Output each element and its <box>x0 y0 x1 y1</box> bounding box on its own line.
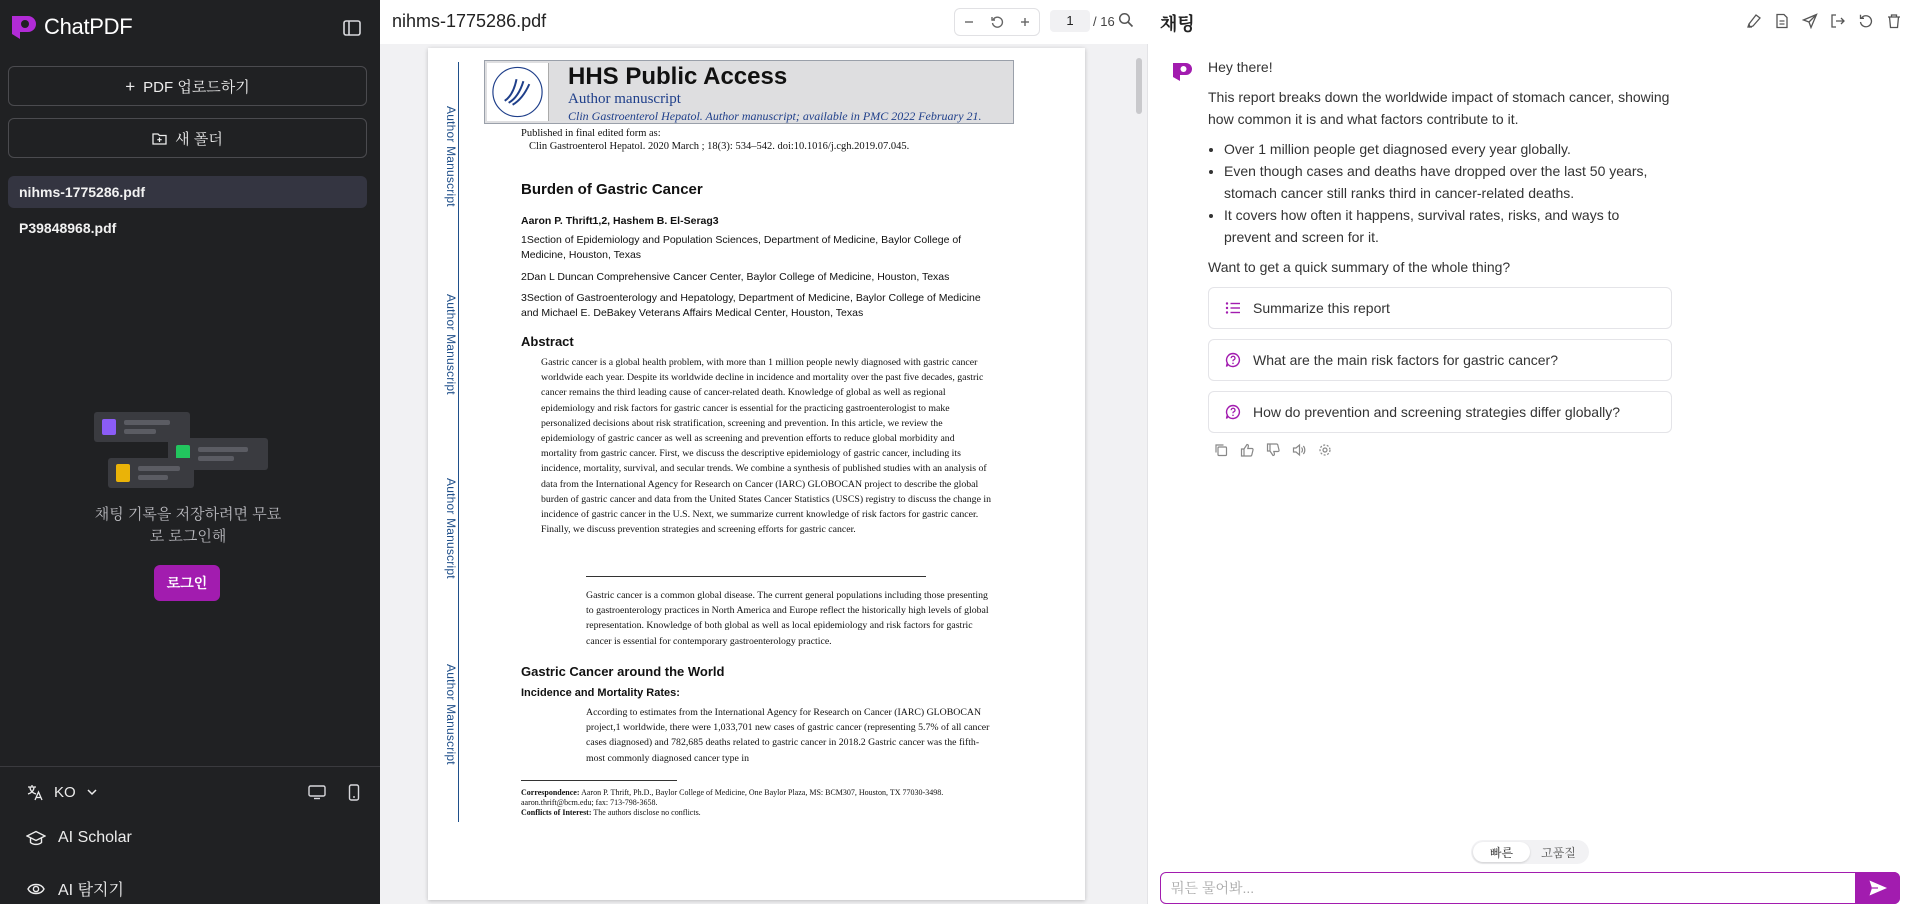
summary-bullets <box>1224 138 1664 248</box>
abstract-heading: Abstract <box>521 334 574 349</box>
suggestion-risk-factors[interactable] <box>1208 339 1672 381</box>
author-manuscript-label: Author Manuscript <box>444 106 458 207</box>
collapse-sidebar-button[interactable] <box>342 18 366 42</box>
plus-icon: + <box>125 76 136 96</box>
divider <box>586 576 926 577</box>
footnote <box>521 788 1001 818</box>
pdf-viewer <box>380 0 1148 904</box>
chat-panel <box>1148 0 1910 904</box>
key-points-text: Gastric cancer is a common global disease. The current general populations including those presenting to gastroenterology practices in North America and Europe reflect the historically high levels of global representation. Knowledge of both global as well as local epidemiology and risk factors for gastric cancer is essential for contemporary gastroenterology practice. <box>586 590 989 647</box>
empty-history-text: 채팅 기록을 저장하려면 무료로 로그인해 <box>94 506 282 545</box>
send-icon <box>1868 879 1888 897</box>
language-selector[interactable] <box>26 783 98 801</box>
detector-icon <box>26 880 46 898</box>
speaker-icon[interactable] <box>1292 443 1306 457</box>
pdf-file-name: nihms-1775286.pdf <box>392 11 547 31</box>
chevron-down-icon <box>86 786 98 798</box>
send-button[interactable] <box>1855 872 1900 904</box>
chat-toolbar <box>1746 13 1902 29</box>
pdf-page <box>428 48 1085 900</box>
greeting-text: Hey there! <box>1208 59 1273 75</box>
page-number-input[interactable]: 1 <box>1050 10 1090 32</box>
intro-text: This report breaks down the worldwide impact of stomach cancer, showing how common it is and what factors contribute to it. <box>1208 89 1670 127</box>
copy-icon[interactable] <box>1214 443 1228 457</box>
sidebar <box>0 0 380 904</box>
question-bubble-icon <box>1225 404 1241 420</box>
conflicts-label: Conflicts of Interest: <box>521 808 592 817</box>
published-line: Published in final edited form as: <box>521 128 661 139</box>
article-title: Burden of Gastric Cancer <box>521 181 703 198</box>
footnote-divider <box>521 780 677 781</box>
device-toggle <box>308 784 360 801</box>
viewer-scrollbar[interactable] <box>1134 46 1144 904</box>
author-manuscript-label: Author Manuscript <box>444 664 458 765</box>
hhs-citation: Clin Gastroenterol Hepatol. Author manuscript; available in PMC 2022 February 21. <box>568 109 982 123</box>
correspondence-text: Aaron P. Thrift, Ph.D., Baylor College of Medicine, One Baylor Plaza, MS: BCM307, Houston, TX 77030-3498. aaron.thrift@bcm.edu; fax: 713-798-3658. <box>521 788 944 807</box>
ai-detector-link[interactable] <box>26 877 124 900</box>
hhs-subtitle: Author manuscript <box>568 91 681 107</box>
viewer-toolbar <box>380 0 1148 44</box>
suggestion-label: How do prevention and screening strategies differ globally? <box>1253 404 1621 420</box>
reset-zoom-icon[interactable] <box>990 15 1004 29</box>
upload-pdf-label: PDF 업로드하기 <box>143 78 250 96</box>
summary-bullet: • Over 1 million people get diagnosed every year globally. <box>1224 138 1664 160</box>
author-manuscript-label: Author Manuscript <box>444 478 458 579</box>
folder-icon <box>152 132 167 145</box>
trash-icon[interactable] <box>1886 13 1902 29</box>
chat-title: 채팅 <box>1160 14 1195 34</box>
article-authors: Aaron P. Thrift1,2, Hashem B. El-Serag3 <box>521 215 719 227</box>
question-text: Want to get a quick summary of the whole thing? <box>1208 259 1511 275</box>
language-label: KO <box>54 783 76 801</box>
suggestion-label: What are the main risk factors for gastric cancer? <box>1253 352 1558 368</box>
suggestion-label: Summarize this report <box>1253 300 1390 316</box>
affiliation: 2Dan L Duncan Comprehensive Cancer Center, Baylor College of Medicine, Houston, Texas <box>521 271 950 283</box>
sidebar-footer <box>0 766 380 904</box>
brand-name: ChatPDF <box>44 14 133 39</box>
affiliation: 3Section of Gastroenterology and Hepatology, Department of Medicine, Baylor College of Medicine and Michael E. DeBakey Veterans Affairs Medical Center, Houston, Texas <box>521 292 981 319</box>
settings-icon[interactable] <box>1318 443 1332 457</box>
zoom-out-icon[interactable] <box>962 15 976 29</box>
translate-icon <box>26 783 44 801</box>
zoom-in-icon[interactable] <box>1018 15 1032 29</box>
page-total: / 16 <box>1093 14 1115 29</box>
margin-rule <box>458 62 459 822</box>
new-folder-label: 새 폴더 <box>175 130 223 148</box>
search-icon[interactable] <box>1118 12 1134 28</box>
chatpdf-logo-icon <box>8 12 38 42</box>
viewer-scroll-thumb[interactable] <box>1136 58 1142 114</box>
body-text: According to estimates from the International Agency for Research on Cancer (IARC) GLOBOCAN project,1 worldwide, there were 1,033,701 new cases of gastric cancer (representing 5.7% of all cancer cases diagnosed) and 782,685 deaths related to gastric cancer in 2018.2 Gastric cancer was the fifth-most commonly diagnosed cancer type in <box>586 707 990 764</box>
summary-bullet: • Even though cases and deaths have dropped over the last 50 years, stomach cancer still ranks third in cancer-related deaths. <box>1224 160 1664 204</box>
mode-quality-option[interactable]: 고품질 <box>1541 845 1576 860</box>
login-button[interactable]: 로그인 <box>154 565 220 601</box>
highlighter-icon[interactable] <box>1746 13 1762 29</box>
monitor-icon[interactable] <box>308 784 326 800</box>
new-folder-button[interactable] <box>8 118 367 158</box>
export-icon[interactable] <box>1830 13 1846 29</box>
mode-fast-option[interactable]: 빠른 <box>1473 842 1530 862</box>
response-mode-toggle <box>1471 840 1589 864</box>
subsection-heading: Incidence and Mortality Rates: <box>521 687 680 699</box>
hhs-header <box>484 60 1014 124</box>
ai-scholar-label: AI Scholar <box>58 829 132 846</box>
chat-input-box <box>1160 872 1900 904</box>
author-manuscript-label: Author Manuscript <box>444 294 458 395</box>
file-item-active[interactable]: nihms-1775286.pdf <box>8 176 367 208</box>
collapse-sidebar-icon <box>342 18 362 38</box>
message-actions <box>1214 443 1332 457</box>
ai-scholar-link[interactable] <box>26 829 132 847</box>
graduation-cap-icon <box>26 829 46 847</box>
empty-history-illustration <box>88 408 288 498</box>
suggestion-summarize[interactable] <box>1208 287 1672 329</box>
file-item[interactable]: P39848968.pdf <box>19 220 117 236</box>
mobile-icon[interactable] <box>348 784 360 801</box>
section-heading: Gastric Cancer around the World <box>521 664 725 679</box>
question-bubble-icon <box>1225 352 1241 368</box>
thumbs-up-icon[interactable] <box>1240 443 1254 457</box>
share-icon[interactable] <box>1802 13 1818 29</box>
upload-pdf-button[interactable] <box>8 66 367 106</box>
refresh-icon[interactable] <box>1858 13 1874 29</box>
brand[interactable] <box>8 12 132 42</box>
summary-bullet: • It covers how often it happens, survival rates, risks, and ways to prevent and screen for it. <box>1224 204 1664 248</box>
list-icon <box>1225 301 1241 315</box>
document-icon[interactable] <box>1774 13 1790 29</box>
chatpdf-avatar-icon <box>1170 60 1194 84</box>
affiliation: 1Section of Epidemiology and Population Sciences, Department of Medicine, Baylor College of Medicine, Houston, Texas <box>521 234 962 261</box>
hhs-eagle-logo-icon <box>487 63 549 121</box>
suggestion-prevention[interactable] <box>1208 391 1672 433</box>
correspondence-label: Correspondence: <box>521 788 580 797</box>
ai-detector-label: AI 탐지기 <box>58 882 124 899</box>
hhs-title: HHS Public Access <box>568 63 788 90</box>
zoom-controls <box>954 8 1040 36</box>
thumbs-down-icon[interactable] <box>1266 443 1280 457</box>
published-citation: Clin Gastroenterol Hepatol. 2020 March ; 18(3): 534–542. doi:10.1016/j.cgh.2019.07.045. <box>529 141 910 152</box>
conflicts-text: The authors disclose no conflicts. <box>593 808 701 817</box>
chat-input[interactable] <box>1171 877 1811 899</box>
abstract-text: Gastric cancer is a global health problem, with more than 1 million people newly diagnosed with gastric cancer worldwide each year. Despite its worldwide decline in incidence and mortality over the past five decades, gastric cancer remains the third leading cause of cancer-related death. Knowledge of global as well as regional epidemiology and risk factors for gastric cancer is essential for the practicing gastroenterologist to make personalized decisions about risk stratification, screening and prevention. In this article, we review the epidemiology of gastric cancer as well as screening and prevention efforts to reduce global morbidity and mortality from gastric cancer. First, we discuss the descriptive epidemiology of gastric cancer, including its incidence, mortality, survival, and secular trends. We combine a synthesis of published studies with an analysis of data from the International Agency for Research on Cancer (IARC) GLOBOCAN project to describe the global burden of gastric cancer and data from the United States Cancer Statistics (USCS) registry to discuss the change in incidence of gastric cancer in the U.S. Next, we summarize current knowledge of risk factors for gastric cancer. Finally, we discuss prevention strategies and screening efforts for gastric cancer. <box>541 357 991 536</box>
